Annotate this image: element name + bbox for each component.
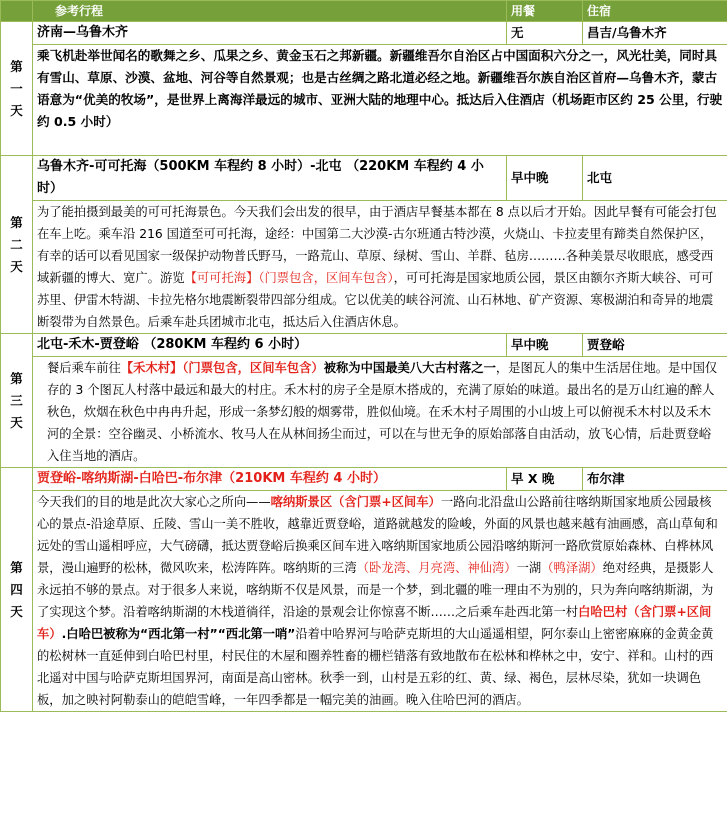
day2-desc-c: ，可可托海是国家地质公园，景区由额尔齐斯大峡谷、可可苏里、伊雷木特湖、卡拉先格尔地震断裂带四部分组成。它以优美的峡谷河流、山石林地、矿产资源、寒极湖泊和奇异的地震断裂带为自然景色。后乘车赴兵团城市北屯，抵达后入住酒店休息。 [37,271,714,329]
day3-desc-d: ，是图瓦人的集中生活居住地。是中国仅存的 3 个图瓦人村落中最远和最大的村庄。禾木村的房子全是原木搭成的，充满了原始的味道。最出名的是万山红遍的醉人秋色，炊烟在秋色中冉冉升起，形成一条梦幻般的烟雾带，胜似仙境。在禾木村子周围的小山坡上可以俯视禾木村以及禾木河的全景：空谷幽灵、小桥流水、牧马人在从林间扬尘而过，可以在与世无争的原始部落自由活动，放飞心情，后赴贾登峪入住当地的酒店。 [47,361,718,463]
day4-bays-highlight: （卧龙湾、月亮湾、神仙湾） [356,561,517,575]
day1-desc: 乘飞机赴举世闻名的歌舞之乡、瓜果之乡、黄金玉石之邦新疆。新疆维吾尔自治区占中国面积六分之一，风光壮美，同时具有雪山、草原、沙漠、盆地、河谷等自然景观；也是古丝绸之路北道必经之地。新疆维吾尔族自治区首府—乌鲁木齐，蒙古语意为“优美的牧场”，是世界上离海洋最远的城市、亚洲大陆的地理中心。抵达后入住酒店（机场距市区约 25 公里，行驶约 0.5 小时） [33,45,727,156]
day3-desc [33,357,727,468]
day3-desc-bold: 被称为中国最美八大古村落之一 [323,361,496,375]
day4-meal: 早 X 晚 [507,468,583,491]
day2-desc [33,201,727,334]
day3-desc-highlight: 【禾木村】（门票包含，区间车包含） [120,361,324,375]
day4-lake-highlight: （鸭泽湖） [541,561,603,575]
day3-label-text: 第三天 [10,370,23,430]
day3-route: 北屯-禾木-贾登峪 （280KM 车程约 6 小时） [33,334,507,357]
day4-baihaba-highlight: 白哈巴村（含门票+区间车） [37,605,712,641]
day1-route: 济南—乌鲁木齐 [33,22,507,45]
day3-desc-row [1,357,727,468]
day3-stay: 贾登峪 [583,334,727,357]
day4-p1: 今天我们的目的地是此次大家心之所向—— [37,495,271,509]
day2-label [1,156,33,334]
day4-label [1,468,33,712]
header-meal: 用餐 [507,1,583,22]
day2-desc-a: 为了能拍摄到最美的可可托海景色。今天我们会出发的很早，由于酒店早餐基本都在 8 点以后才开始。因此早餐有可能会打包在车上吃。乘车沿 216 国道至可可托海，途经：中国第二大沙漠-古尔班通古特沙漠，火烧山、卡拉麦里有蹄类自然保护区，有幸的话可以看见国家一级保护动物普氏野马，一路荒山、草原、绿树、雪山、羊群、毡房………各种美景尽收眼底，感受西域新疆的博大、宽广。游览 [37,205,717,285]
day3-route-row [1,334,727,357]
day4-p9: .白哈巴被称为“西北第一村”“西北第一哨” [61,627,296,641]
day4-route-row [1,468,727,491]
day1-meal: 无 [507,22,583,45]
day3-desc-a: 餐后乘车前往 [47,361,121,375]
day1-label [1,22,33,156]
day4-p3: 一路向北沿盘山公路前往喀纳斯国家地质公园最核心的景点-沿途草原、丘陵、雪山一美不胜收，越靠近贾登峪，道路就越发的险峻，外面的风景也越来越有油画感，高山草甸和远处的雪山遥相呼应，大气磅礴，抵达贾登峪后换乘区间车进入喀纳斯国家地质公园沿喀纳斯河一路欣赏原始森林、白桦林风景，漫山遍野的松林，微风吹来，松涛阵阵。喀纳斯的三湾 [37,495,718,575]
day4-kanas-highlight: 喀纳斯景区（含门票+区间车） [270,495,441,509]
day2-stay: 北屯 [583,156,727,201]
day4-p5: 一湖 [516,561,542,575]
day4-label-text: 第四天 [10,559,23,619]
day2-label-text: 第二天 [10,214,23,274]
day1-label-text: 第一天 [10,58,23,118]
header-stay: 住宿 [583,1,727,22]
day4-desc [33,491,727,712]
day1-desc-row [1,45,727,156]
table-header [1,1,727,22]
day4-stay: 布尔津 [583,468,727,491]
day3-label [1,334,33,468]
day1-stay: 昌吉/乌鲁木齐 [583,22,727,45]
day2-desc-row [1,201,727,334]
day2-route-row [1,156,727,201]
day4-desc-row [1,491,727,712]
day2-desc-highlight: 【可可托海】（门票包含，区间车包含） [184,271,394,285]
day4-p7: 绝对经典，是摄影人永远拍不够的景点。对于很多人来说，喀纳斯不仅是风景，而是一个梦，到北疆的唯一理由不为别的，只为奔向喀纳斯湖，为了实现这个梦。沿着喀纳斯湖的木栈道徜徉，沿途的景观会让你惊喜不断……之后乘车赴西北第一村 [37,561,714,619]
day2-meal: 早中晚 [507,156,583,201]
day2-route: 乌鲁木齐-可可托海（500KM 车程约 8 小时）-北屯 （220KM 车程约 4 小时） [33,156,507,201]
day1-route-row [1,22,727,45]
day4-p10: 沿着中哈界河与哈萨克斯坦的大山遥遥相望，阿尔泰山上密密麻麻的金黄金黄的松树林一直延伸到白哈巴村里，村民住的木屋和圈养牲畜的栅栏错落有致地散布在松林和桦林之中，安宁、祥和。山村的西北遥对中国与哈萨克斯坦国界河，南面是高山密林。秋季一到，山村是五彩的红、黄、绿、褐色，层林尽染，犹如一块调色板，加之映衬阿勒泰山的皑皑雪峰，一年四季都是一幅完美的油画。晚入住哈巴河的酒店。 [37,627,714,707]
header-route: 参考行程 [33,1,507,22]
day4-route: 贾登峪-喀纳斯湖-白哈巴-布尔津（210KM 车程约 4 小时） [33,468,507,491]
day3-meal: 早中晚 [507,334,583,357]
header-blank [1,1,33,22]
